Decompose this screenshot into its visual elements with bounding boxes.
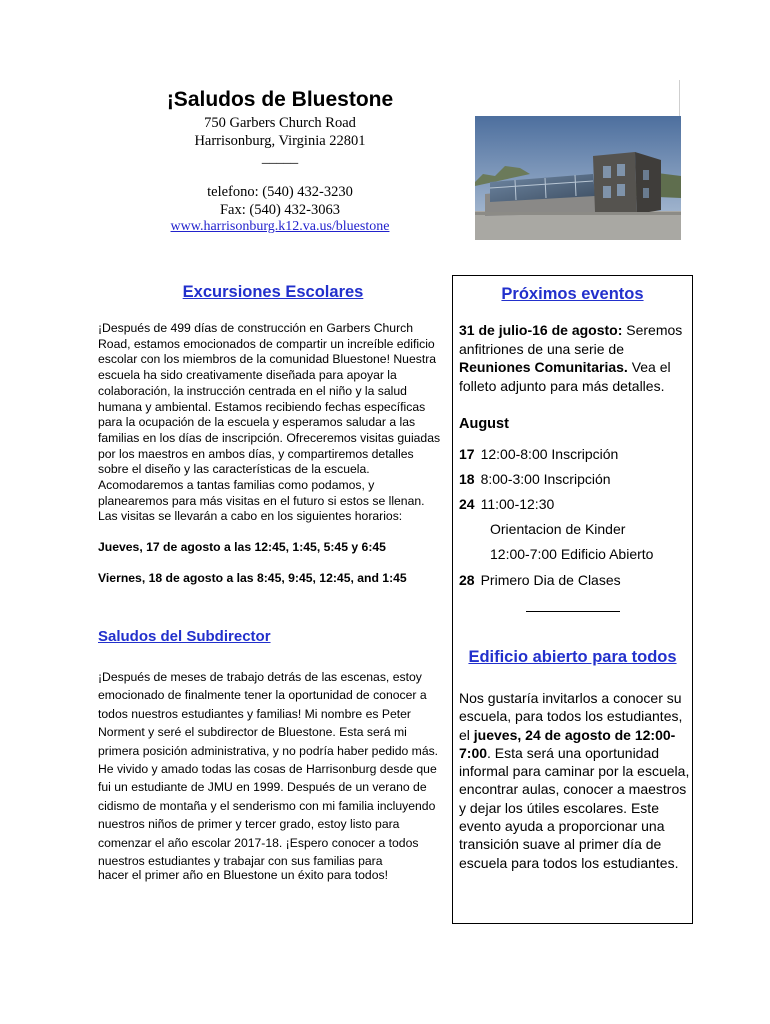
subdirector-heading: Saludos del Subdirector: [98, 628, 271, 645]
address-street: 750 Garbers Church Road: [204, 115, 356, 131]
events-heading: Próximos eventos: [501, 285, 644, 303]
event-item: [459, 572, 621, 588]
open-house-body: [459, 689, 691, 872]
open-house-heading: Edificio abierto para todos: [468, 648, 677, 666]
event-text: 11:00-12:30: [480, 496, 555, 512]
header-short-divider: _____: [261, 150, 299, 166]
event-item: [459, 471, 611, 487]
excursiones-heading: Excursiones Escolares: [182, 283, 364, 301]
events-divider: [526, 611, 620, 612]
event-item: [459, 446, 618, 462]
subdirector-closing: hacer el primer año en Bluestone un éxito para todos!: [98, 868, 388, 882]
event-subitem: 12:00-7:00 Edificio Abierto: [490, 546, 654, 562]
school-building-photo: [475, 116, 681, 240]
event-day: 18: [459, 471, 475, 487]
events-intro-text-2: Vea el folleto adjunto para más detalles.: [459, 359, 671, 394]
open-house-date: jueves, 24 de agosto de 12:00-7:00: [459, 726, 676, 761]
phone-number: telefono: (540) 432-3230: [207, 184, 353, 200]
open-house-text: Nos gustaría invitarlos a conocer su escuela, para todos los estudiantes, el: [459, 690, 683, 743]
schedule-friday: Viernes, 18 de agosto a las 8:45, 9:45, 12:45, and 1:45: [98, 571, 407, 585]
events-intro-meetings: Reuniones Comunitarias.: [459, 359, 628, 375]
event-text: 12:00-8:00 Inscripción: [480, 446, 619, 462]
event-item: [459, 496, 554, 512]
open-house-text-2: . Esta será una oportunidad informal para caminar por la escuela, encontrar aulas, conocer a maestros y dejar los útiles escolares. Este evento ayuda a proporcionar una transición suave al primer día de escuela para todos los estudiantes.: [459, 744, 690, 871]
subdirector-body: ¡Después de meses de trabajo detrás de las escenas, estoy emocionado de finalmente tener la oportunidad de conocer a todos nuestros estudiantes y familias! Mi nombre es Peter Norment y seré el subdirector de Bluestone. Esta será mi primera posición administrativa, y no podría haber pedido más. He vivido y amado todas las cosas de Harrisonburg desde que fui un estudiante de JMU en 1999. Después de un verano de cidismo de montaña y el senderismo con mi familia incluyendo nuestros niños de primer y tercer grado, estoy listo para comenzar el año escolar 2017-18. ¡Espero conocer a todos nuestros estudiantes y trabajar con sus familias para: [98, 670, 439, 869]
events-intro-dates: 31 de julio-16 de agosto:: [459, 322, 623, 338]
page-title: ¡Saludos de Bluestone: [166, 88, 394, 111]
event-text: Primero Dia de Clases: [480, 572, 621, 588]
events-intro: [459, 321, 689, 395]
schedule-thursday: Jueves, 17 de agosto a las 12:45, 1:45, 5:45 y 6:45: [98, 540, 386, 554]
fax-number: Fax: (540) 432-3063: [219, 202, 340, 218]
event-day: 24: [459, 496, 475, 512]
event-subitem: Orientacion de Kinder: [490, 521, 626, 537]
address-city: Harrisonburg, Virginia 22801: [194, 133, 366, 149]
event-day: 17: [459, 446, 475, 462]
events-month: August: [459, 416, 509, 432]
event-text: 8:00-3:00 Inscripción: [480, 471, 611, 487]
event-day: 28: [459, 572, 475, 588]
events-intro-text: Seremos anfitriones de una serie de: [459, 322, 683, 357]
website-link[interactable]: www.harrisonburg.k12.va.us/bluestone: [170, 219, 390, 234]
excursiones-body: ¡Después de 499 días de construcción en Garbers Church Road, estamos emocionados de compartir un increíble edificio escolar con los miembros de la comunidad Bluestone! Nuestra escuela ha sido creativamente diseñada para apoyar la colaboración, la instrucción centrada en el niño y la salud humana y ambiental. Estamos recibiendo fechas específicas para la ocupación de la escuela y esperamos saludar a las familias en los días de inscripción. Ofreceremos visitas guiadas por los maestros en ambos días, y compartiremos detalles sobre el diseño y las características de la escuela. Acomodaremos a tantas familias como podamos, y planearemos para más visitas en el futuro si estos se llenan. Las visitas se llevarán a cabo en los siguientes horarios:: [98, 321, 441, 524]
